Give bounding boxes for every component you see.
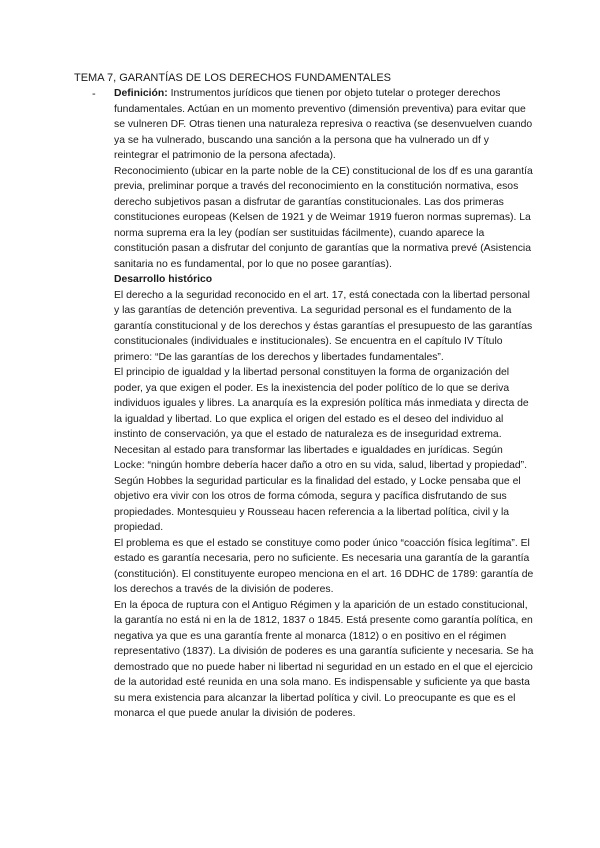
body-paragraph: El problema es que el estado se constituye como poder único “coacción física legítima”. El estado es garantía necesaria, pero no suficiente. Es necesaria una garantía de la garantía (constitución). El constituyente europeo menciona en el art. 16 DDHC de 1789: garantía de los derechos a través de la división de poderes. <box>114 537 534 595</box>
definition-paragraph <box>114 86 534 164</box>
body-paragraph: En la época de ruptura con el Antiguo Régimen y la aparición de un estado constitucional, la garantía no está ni en la de 1812, 1837 o 1845. Está presente como garantía política, en negativa ya que es una garantía frente al monarca (1812) o en positivo en el régimen representativo (1837). La división de poderes es una garantía suficiente y necesaria. Se ha demostrado que no puede haber ni libertad ni seguridad en un estado en el que el ejercicio de la autoridad esté reunida en una sola mano. Es indispensable y suficiente ya que basta su mera existencia para alcanzar la libertad política y civil. Lo preocupante es que es el monarca el que puede anular la división de poderes. <box>114 599 534 719</box>
list-bullet: - <box>92 88 96 100</box>
recognition-paragraph: Reconocimiento (ubicar en la parte noble de la CE) constitucional de los df es una garantía previa, preliminar porque a través del reconocimiento en la constitución normativa, esos derecho subjetivos pasan a disfrutar de garantías constitucionales. Las dos primeras constituciones europeas (Kelsen de 1921 y de Weimar 1919 fueron normas supremas). La norma suprema era la ley (podían ser sustituidas fácilmente), cuando aparece la constitución pasan a disfrutar del conjunto de garantías que la normativa prevé (Asistencia sanitaria no es fundamental, por lo que no posee garantías). <box>114 165 533 270</box>
document-title: TEMA 7, GARANTÍAS DE LOS DERECHOS FUNDAMENTALES <box>74 72 392 84</box>
document-body <box>114 86 534 722</box>
definition-text: Instrumentos jurídicos que tienen por objeto tutelar o proteger derechos fundamentales. Actúan en un momento preventivo (dimensión preventiva) para evitar que se vulneren DF. Otras tienen una naturaleza represiva o reactiva (se desenvuelven cuando ya se ha vulnerado, buscando una sanción a la persona que ha vulnerado un df y reintegrar el patrimonio de la persona afectada). <box>114 88 533 161</box>
body-paragraph: El derecho a la seguridad reconocido en el art. 17, está conectada con la libertad personal y las garantías de detención preventiva. La seguridad personal es el fundamento de la garantía constitucional y de los derechos y éstas garantías el presupuesto de las garantías constitucionales (individuales e institucionales). Se encuentra en el capítulo IV Título primero: “De las garantías de los derechos y libertades fundamentales”. <box>114 289 533 363</box>
section-heading: Desarrollo histórico <box>114 274 213 285</box>
body-paragraph: El principio de igualdad y la libertad personal constituyen la forma de organización del poder, ya que exigen el poder. Es la inexistencia del poder político de lo que se deriva individuos iguales y libres. La anarquía es la expresión política más inmediata y directa de la igualdad y libertad. Lo que explica el origen del estado es el deseo del individuo al instinto de conservación, ya que el estado de naturaleza es de inseguridad extrema. Necesitan al estado para transformar las libertades e igualdades en jurídicas. Según Locke: “ningún hombre debería hacer daño a otro en su vida, salud, libertad y propiedad”. Según Hobbes la seguridad particular es la finalidad del estado, y Locke pensaba que el objetivo era vivir con los otros de forma cómoda, segura y pacífica disfrutando de sus propiedades. Montesquieu y Rousseau hacen referencia a la libertad política, civil y la propiedad. <box>114 367 529 533</box>
definition-label: Definición: <box>114 88 168 99</box>
